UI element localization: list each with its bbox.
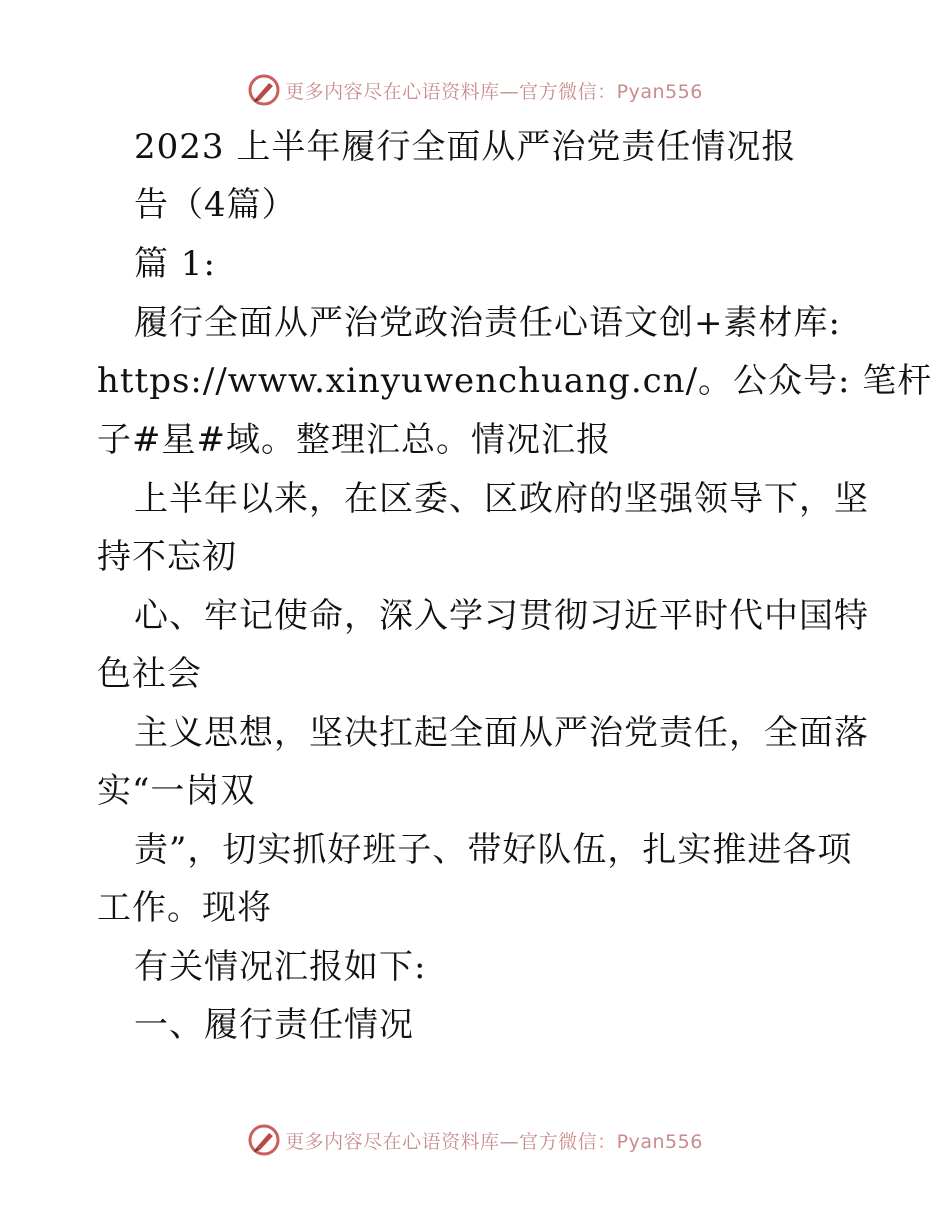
document-title-line-1: 2023 上半年履行全面从严治党责任情况报 — [134, 127, 797, 167]
pen-circle-logo-icon — [247, 1123, 281, 1157]
paragraph-line: 工作。现将 — [97, 888, 272, 928]
paragraph-line: 主义思想，坚决扛起全面从严治党责任，全面落 — [134, 713, 869, 753]
paragraph-line: 持不忘初 — [97, 537, 237, 577]
paragraph-line: 上半年以来，在区委、区政府的坚强领导下，坚 — [134, 479, 869, 519]
header-watermark — [0, 68, 950, 112]
paragraph-line: 实“一岗双 — [97, 771, 256, 811]
paragraph-line: 责”，切实抓好班子、带好队伍，扎实推进各项 — [134, 830, 853, 870]
paragraph-line: 有关情况汇报如下: — [134, 947, 427, 987]
paragraph-line: 色社会 — [97, 654, 202, 694]
paragraph-line: https://www.xinyuwenchuang.cn/。公众号: 笔杆 — [97, 361, 933, 401]
paragraph-line: 心、牢记使命，深入学习贯彻习近平时代中国特 — [134, 596, 869, 636]
pen-circle-logo-icon — [247, 73, 281, 107]
subsection-heading: 一、履行责任情况 — [134, 1005, 414, 1045]
footer-watermark — [0, 1118, 950, 1162]
document-title-line-2: 告（4篇） — [134, 185, 297, 225]
paragraph-line: 子#星#域。整理汇总。情况汇报 — [97, 420, 611, 460]
paragraph-line: 履行全面从严治党政治责任心语文创+素材库: — [134, 303, 841, 343]
section-heading: 篇 1: — [134, 244, 216, 284]
header-watermark-text: 更多内容尽在心语资料库—官方微信：Pyan556 — [285, 80, 703, 103]
footer-watermark-text: 更多内容尽在心语资料库—官方微信：Pyan556 — [285, 1130, 703, 1153]
